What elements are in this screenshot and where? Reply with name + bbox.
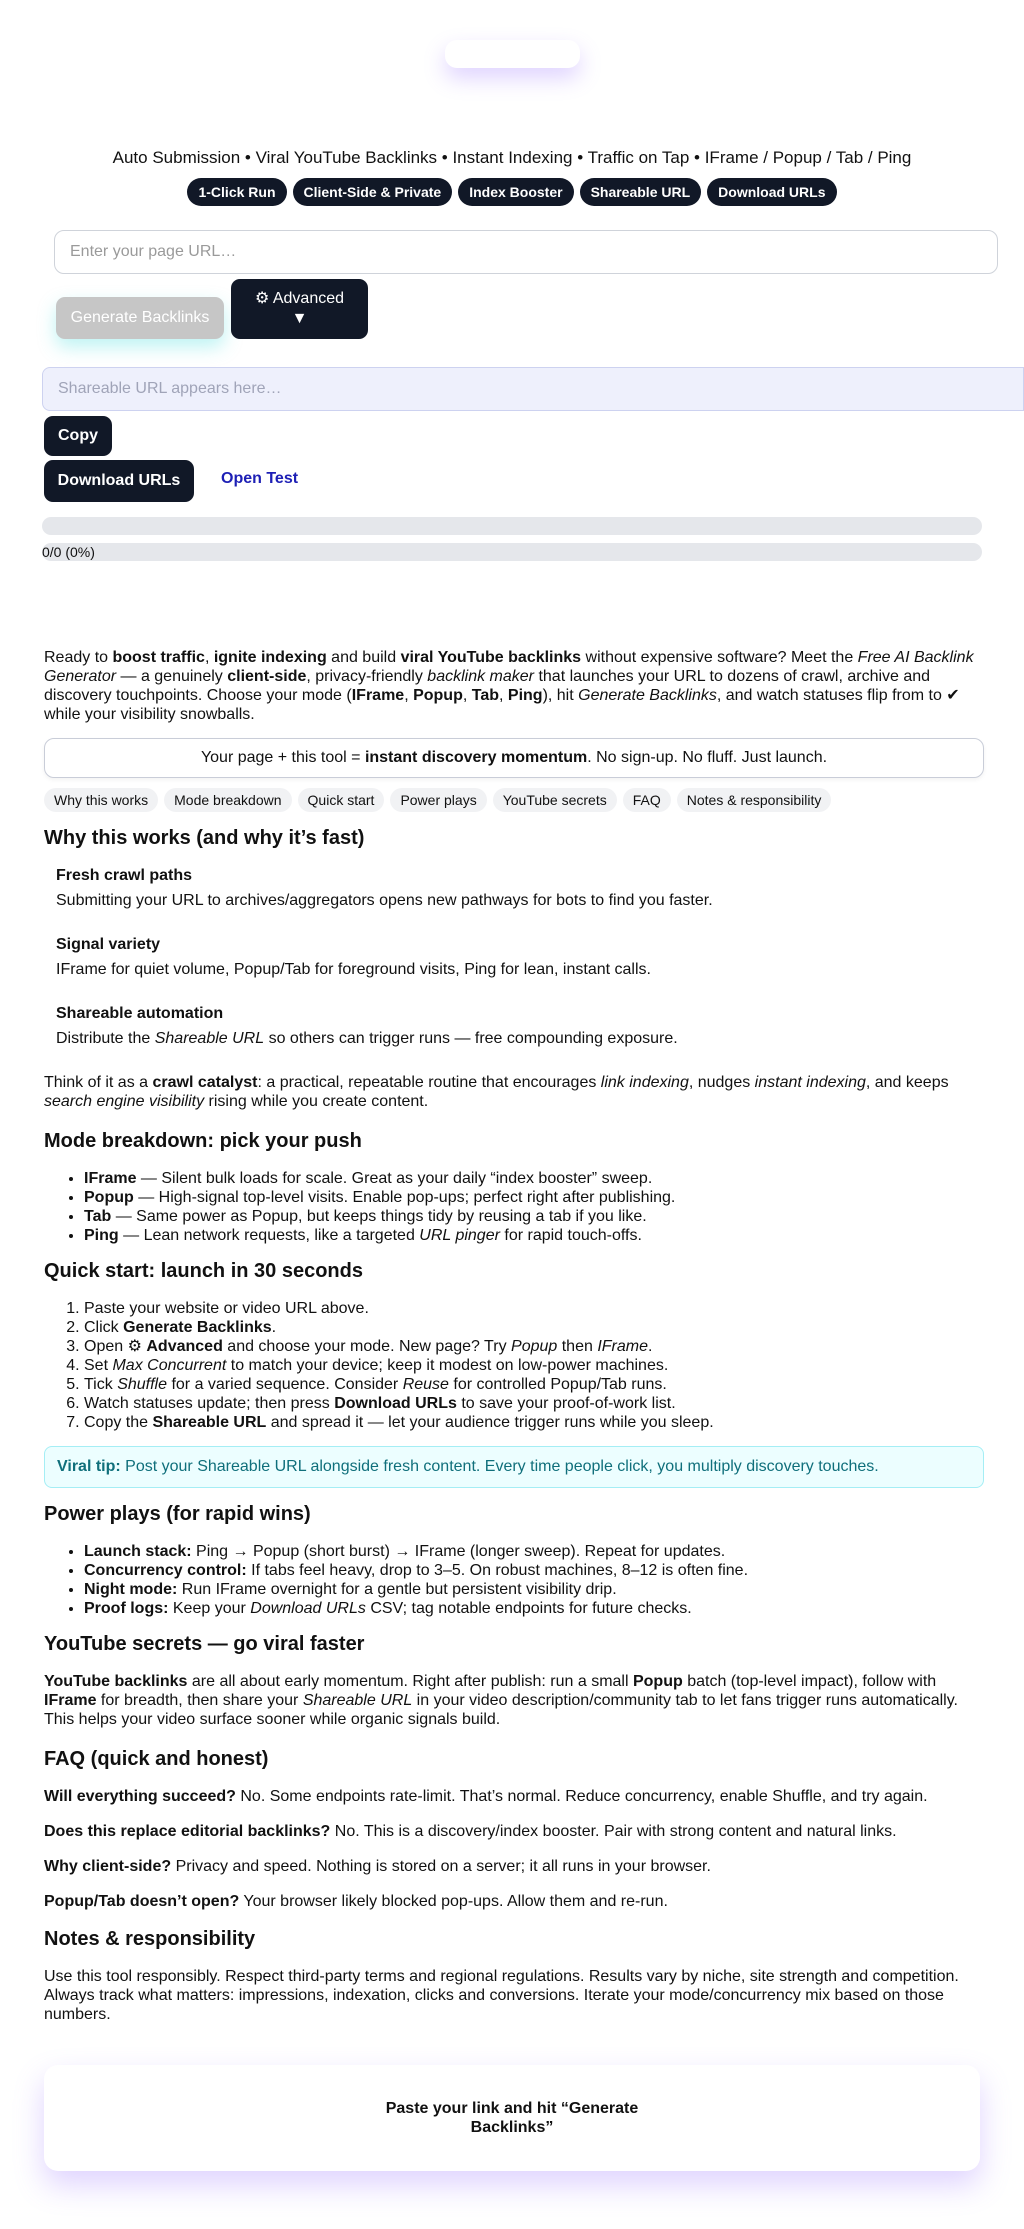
list-item: • Proof logs: Keep your Download URLs CSV; tag notable endpoints for future checks. [84, 1599, 984, 1618]
list-item: 7. Copy the Shareable URL and spread it — let your audience trigger runs while you sleep. [84, 1413, 984, 1432]
chip-shareable-url: Shareable URL [580, 178, 702, 206]
advanced-toggle-button[interactable] [231, 279, 368, 339]
tab-why-this-works[interactable]: Why this works [44, 788, 158, 812]
youtube-heading: YouTube secrets — go viral faster [44, 1633, 365, 1655]
faq-list [44, 1787, 984, 1911]
list-item: • Launch stack: Ping → Popup (short burst) → IFrame (longer sweep). Repeat for updates. [84, 1542, 984, 1561]
tab-faq[interactable]: FAQ [623, 788, 671, 812]
modes-heading: Mode breakdown: pick your push [44, 1130, 362, 1152]
chip-download-urls: Download URLs [707, 178, 836, 206]
faq-item: Will everything succeed? No. Some endpoints rate-limit. That’s normal. Reduce concurrency, enable Shuffle, and try again. [44, 1788, 928, 1805]
power-plays-list [44, 1542, 984, 1618]
progress-bar-primary [42, 517, 982, 535]
feature-chips [0, 178, 1024, 206]
chip-client-side: Client-Side & Private [293, 178, 453, 206]
card-fresh-crawl: Fresh crawl paths Submitting your URL to archives/aggregators opens new pathways for bots to find you faster. [56, 867, 713, 909]
cta-card [44, 2065, 980, 2171]
momentum-callout: Your page + this tool = instant discovery momentum. No sign-up. No fluff. Just launch. [44, 738, 984, 778]
card-shareable-automation: Shareable automation Distribute the Shareable URL so others can trigger runs — free compounding exposure. [56, 1005, 678, 1047]
list-item: • IFrame — Silent bulk loads for scale. Great as your daily “index booster” sweep. [84, 1169, 984, 1188]
section-nav [44, 788, 984, 812]
faq-item: Does this replace editorial backlinks? No. This is a discovery/index booster. Pair with strong content and natural links. [44, 1823, 897, 1840]
faq-heading: FAQ (quick and honest) [44, 1748, 269, 1770]
youtube-paragraph: YouTube backlinks are all about early momentum. Right after publish: run a small Popup batch (top-level impact), follow with IFrame for breadth, then share your Shareable URL in your video description/community tab to let fans trigger runs automatically. This helps your video surface sooner while organic signals build. [44, 1673, 958, 1728]
quick-start-list [44, 1299, 984, 1432]
list-item: 3. Open ⚙ Advanced and choose your mode. New page? Try Popup then IFrame. [84, 1337, 984, 1356]
list-item: • Night mode: Run IFrame overnight for a gentle but persistent visibility drip. [84, 1580, 984, 1599]
intro-paragraph: Ready to boost traffic, ignite indexing and build viral YouTube backlinks without expensive software? Meet the Free AI Backlink Generator — a genuinely client-side, privacy-friendly backlink maker that launches your URL to dozens of crawl, archive and discovery touchpoints. Choose your mode (IFrame, Popup, Tab, Ping), hit Generate Backlinks, and watch statuses flip from to ✔ while your visibility snowballs. [44, 649, 974, 723]
why-heading: Why this works (and why it’s fast) [44, 827, 365, 849]
list-item: 4. Set Max Concurrent to match your device; keep it modest on low-power machines. [84, 1356, 984, 1375]
notes-paragraph: Use this tool responsibly. Respect third-party terms and regional regulations. Results vary by niche, site strength and competition. Always track what matters: impressions, indexation, clicks and conversions. Iterate your mode/concurrency mix based on those numbers. [44, 1968, 959, 2023]
tab-notes[interactable]: Notes & responsibility [677, 788, 832, 812]
list-item: 1. Paste your website or video URL above. [84, 1299, 984, 1318]
tab-quick-start[interactable]: Quick start [298, 788, 385, 812]
list-item: 6. Watch statuses update; then press Download URLs to save your proof-of-work list. [84, 1394, 984, 1413]
tab-youtube-secrets[interactable]: YouTube secrets [493, 788, 617, 812]
crawl-catalyst-paragraph: Think of it as a crawl catalyst: a practical, repeatable routine that encourages link indexing, nudges instant indexing, and keeps search engine visibility rising while you create content. [44, 1074, 949, 1110]
hero-tagline: Auto Submission • Viral YouTube Backlinks • Instant Indexing • Traffic on Tap • IFrame / Popup / Tab / Ping [112, 148, 912, 167]
copy-button[interactable]: Copy [44, 416, 112, 456]
list-item: 5. Tick Shuffle for a varied sequence. Consider Reuse for controlled Popup/Tab runs. [84, 1375, 984, 1394]
chip-index-booster: Index Booster [458, 178, 573, 206]
viral-tip: Viral tip: Post your Shareable URL alongside fresh content. Every time people click, you multiply discovery touches. [44, 1446, 984, 1488]
list-item: • Popup — High-signal top-level visits. Enable pop-ups; perfect right after publishing. [84, 1188, 984, 1207]
page-url-input[interactable] [54, 230, 998, 274]
advanced-label: ⚙ Advanced [254, 290, 345, 307]
generate-backlinks-button[interactable]: Generate Backlinks [56, 297, 224, 339]
progress-text: 0/0 (0%) [42, 544, 95, 560]
quick-start-heading: Quick start: launch in 30 seconds [44, 1260, 363, 1282]
article-content [44, 648, 984, 2024]
open-test-link[interactable]: Open Test [221, 470, 299, 487]
power-plays-heading: Power plays (for rapid wins) [44, 1503, 311, 1525]
tab-mode-breakdown[interactable]: Mode breakdown [164, 788, 291, 812]
progress-bar-secondary [42, 543, 982, 561]
faq-item: Popup/Tab doesn’t open? Your browser likely blocked pop-ups. Allow them and re-run. [44, 1893, 668, 1910]
chip-one-click-run: 1-Click Run [187, 178, 286, 206]
chevron-down-icon: ▼ [291, 310, 308, 327]
modes-list [44, 1169, 984, 1245]
download-urls-button[interactable]: Download URLs [44, 460, 194, 502]
list-item: • Ping — Lean network requests, like a targeted URL pinger for rapid touch-offs. [84, 1226, 984, 1245]
card-signal-variety: Signal variety IFrame for quiet volume, Popup/Tab for foreground visits, Ping for lean, instant calls. [56, 936, 651, 978]
list-item: • Tab — Same power as Popup, but keeps things tidy by reusing a tab if you like. [84, 1207, 984, 1226]
top-logo-pill [445, 40, 580, 68]
why-cards [44, 866, 984, 1049]
faq-item: Why client-side? Privacy and speed. Nothing is stored on a server; it all runs in your browser. [44, 1858, 711, 1875]
notes-heading: Notes & responsibility [44, 1928, 256, 1950]
tab-power-plays[interactable]: Power plays [390, 788, 486, 812]
cta-text: Paste your link and hit “Generate Backlinks” [385, 2100, 639, 2136]
list-item: 2. Click Generate Backlinks. [84, 1318, 984, 1337]
shareable-url-field[interactable] [42, 367, 1024, 411]
list-item: • Concurrency control: If tabs feel heavy, drop to 3–5. On robust machines, 8–12 is often fine. [84, 1561, 984, 1580]
